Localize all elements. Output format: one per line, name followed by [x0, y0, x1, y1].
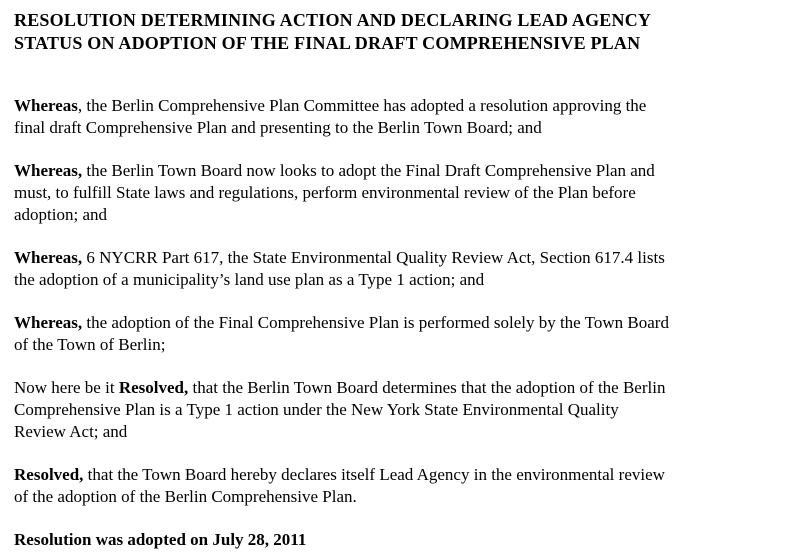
bold-text-segment: Resolved,: [14, 465, 84, 484]
text-segment: that the Town Board hereby declares itself Lead Agency in the environmental review: [83, 465, 665, 484]
text-segment: the adoption of the Final Comprehensive Plan is performed solely by the Town Board: [82, 313, 669, 332]
paragraph-line: [14, 269, 786, 291]
paragraph-line: [14, 117, 786, 139]
bold-text-segment: Whereas: [14, 96, 78, 115]
paragraph-line: [14, 486, 786, 508]
text-segment: Comprehensive Plan is a Type 1 action under the New York State Environmental Quality: [14, 400, 619, 419]
paragraph: [14, 377, 786, 443]
paragraph: [14, 247, 786, 291]
text-segment: the Berlin Town Board now looks to adopt the Final Draft Comprehensive Plan and: [82, 161, 655, 180]
text-segment: the adoption of a municipality’s land use plan as a Type 1 action; and: [14, 270, 485, 289]
adoption-statement: Resolution was adopted on July 28, 2011: [14, 530, 307, 549]
title-line: STATUS ON ADOPTION OF THE FINAL DRAFT COMPREHENSIVE PLAN: [14, 33, 641, 53]
paragraph: [14, 312, 786, 356]
paragraph-line: [14, 399, 786, 421]
paragraph-line: [14, 204, 786, 226]
text-segment: Review Act; and: [14, 422, 128, 441]
paragraph-line: [14, 160, 786, 182]
document-title: [14, 9, 786, 55]
paragraph: [14, 464, 786, 508]
text-segment: of the Town of Berlin;: [14, 335, 166, 354]
text-segment: , the Berlin Comprehensive Plan Committee has adopted a resolution approving the: [77, 96, 647, 115]
paragraph-line: [14, 421, 786, 443]
text-segment: adoption; and: [14, 205, 108, 224]
text-segment: Now here be it: [14, 378, 119, 397]
bold-text-segment: Whereas,: [14, 161, 83, 180]
paragraph-line: [14, 182, 786, 204]
paragraph-line: [14, 334, 786, 356]
title-line: RESOLUTION DETERMINING ACTION AND DECLARING LEAD AGENCY: [14, 10, 652, 30]
bold-text-segment: Resolved,: [118, 378, 189, 397]
paragraph-line: [14, 95, 786, 117]
paragraph: [14, 95, 786, 139]
paragraph-line: [14, 247, 786, 269]
paragraph-line: [14, 377, 786, 399]
text-segment: 6 NYCRR Part 617, the State Environmental Quality Review Act, Section 617.4 lists: [82, 248, 665, 267]
bold-text-segment: Whereas,: [14, 248, 83, 267]
text-segment: must, to fulfill State laws and regulations, perform environmental review of the Plan before: [14, 183, 636, 202]
paragraph-line: [14, 312, 786, 334]
text-segment: that the Berlin Town Board determines that the adoption of the Berlin: [188, 378, 666, 397]
document-body: [14, 95, 786, 508]
paragraph: [14, 160, 786, 226]
text-segment: final draft Comprehensive Plan and presenting to the Berlin Town Board; and: [14, 118, 542, 137]
text-segment: of the adoption of the Berlin Comprehensive Plan.: [14, 487, 357, 506]
bold-text-segment: Whereas,: [14, 313, 83, 332]
paragraph-line: [14, 464, 786, 486]
